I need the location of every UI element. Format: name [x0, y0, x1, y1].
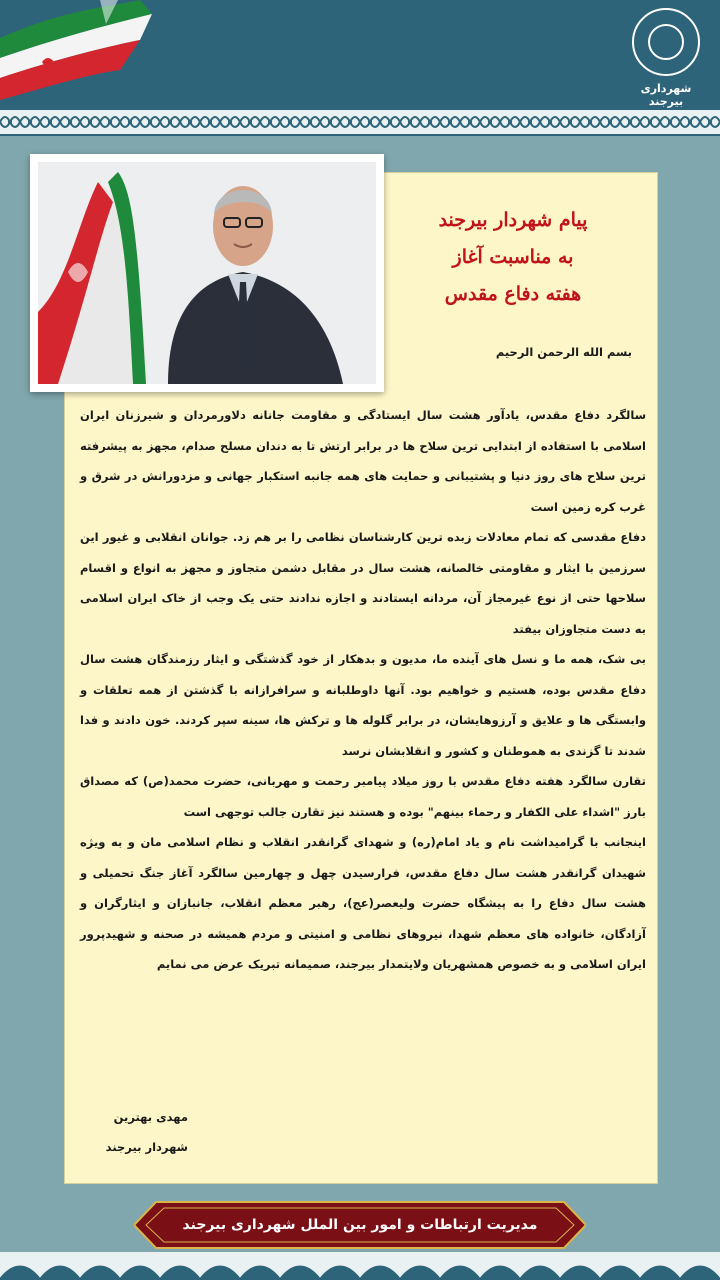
bismillah: بسم الله الرحمن الرحیم — [495, 345, 632, 359]
paragraph: بی شک، همه ما و نسل های آینده ما، مدیون و بدهکار از خود گذشتگی و ایثار رزمندگان هشت سال دفاع مقدس بوده، هستیم و خواهیم بود. آنها داوطلبانه و سرافرازانه با گذشتن از همه تعلقات و وابستگی ها و علایق و آرزوهایشان، در برابر گلوله ها و ترکش ها، سینه سپر کردند. خون دادند و فدا شدند تا گزندی به هموطنان و کشور و انقلابشان نرسد — [80, 652, 646, 758]
mayor-portrait-icon — [38, 162, 376, 384]
emblem-icon — [632, 8, 700, 76]
header-bar — [0, 0, 720, 108]
paragraph: دفاع مقدسی که تمام معادلات زبده ترین کارشناسان نظامی را بر هم زد. جوانان انقلابی و غیور این سرزمین با ایثار و مقاومتی خالصانه، هشت سال در مقابل دشمن متجاوز و مجهز به انواع و اقسام سلاحها حتی از نوع غیرمجاز آن، مردانه ایستادند و اجازه ندادند حتی یک وجب از خاک ایران اسلامی به دست متجاوزان بیفتد — [80, 530, 646, 636]
paragraph: تقارن سالگرد هفته دفاع مقدس با روز میلاد پیامبر رحمت و مهربانی، حضرت محمد(ص) که مصداق بارز "اشداء علی الکفار و رحماء بینهم" بوده و هستند نیز تقارن جالب توجهی است — [80, 774, 646, 819]
paragraph: اینجانب با گرامیداشت نام و یاد امام(ره) و شهدای گرانقدر انقلاب و نظام اسلامی مان و به ویژه شهیدان گرانقدر هشت سال دفاع مقدس، فرارسیدن چهل و چهارمین سالگرد آغاز جنگ تحمیلی و هشت سال دفاع را به پیشگاه حضرت ولیعصر(عج)، رهبر معظم انقلاب، جانبازان و ایثارگران و آزادگان، خانواده های معظم شهدا، نیروهای نظامی و امنیتی و مردم همیشه در صحنه و شهیدپرور ایران اسلامی و به خصوص همشهریان ولایتمدار بیرجند، صمیمانه تبریک عرض می نمایم — [80, 835, 646, 971]
signature-name: مهدی بهترین — [113, 1110, 188, 1124]
ornament-band-bottom — [0, 1252, 720, 1280]
signature-role: شهردار بیرجند — [105, 1140, 188, 1154]
iran-flag-icon — [0, 0, 170, 108]
title-line-1: پیام شهردار بیرجند — [438, 209, 588, 231]
mayor-photo — [30, 154, 384, 392]
message-body — [80, 400, 646, 980]
paragraph: سالگرد دفاع مقدس، یادآور هشت سال ایستادگی و مقاومت جانانه دلاورمردان و شیرزنان ایران اسلامی با استفاده از ابتدایی ترین سلاح ها در برابر ارتش تا به دندان مسلح صدام، مجهز به پیشرفته ترین سلاح های روز دنیا و پشتیبانی و حمایت های همه جانبه استکبار جهانی و مزدورانش در شرق و غرب کره زمین است — [80, 408, 646, 514]
signature — [98, 1102, 188, 1162]
title-line-2: به مناسبت آغاز — [452, 246, 574, 268]
footer-banner-text: مدیریت ارتباطات و امور بین الملل شهرداری بیرجند — [182, 1217, 538, 1233]
ornament-band-top — [0, 108, 720, 136]
logo-caption: شهرداری بیرجند — [640, 82, 692, 108]
municipality-logo — [626, 8, 706, 108]
message-title — [384, 202, 642, 313]
title-line-3: هفته دفاع مقدس — [444, 283, 582, 305]
